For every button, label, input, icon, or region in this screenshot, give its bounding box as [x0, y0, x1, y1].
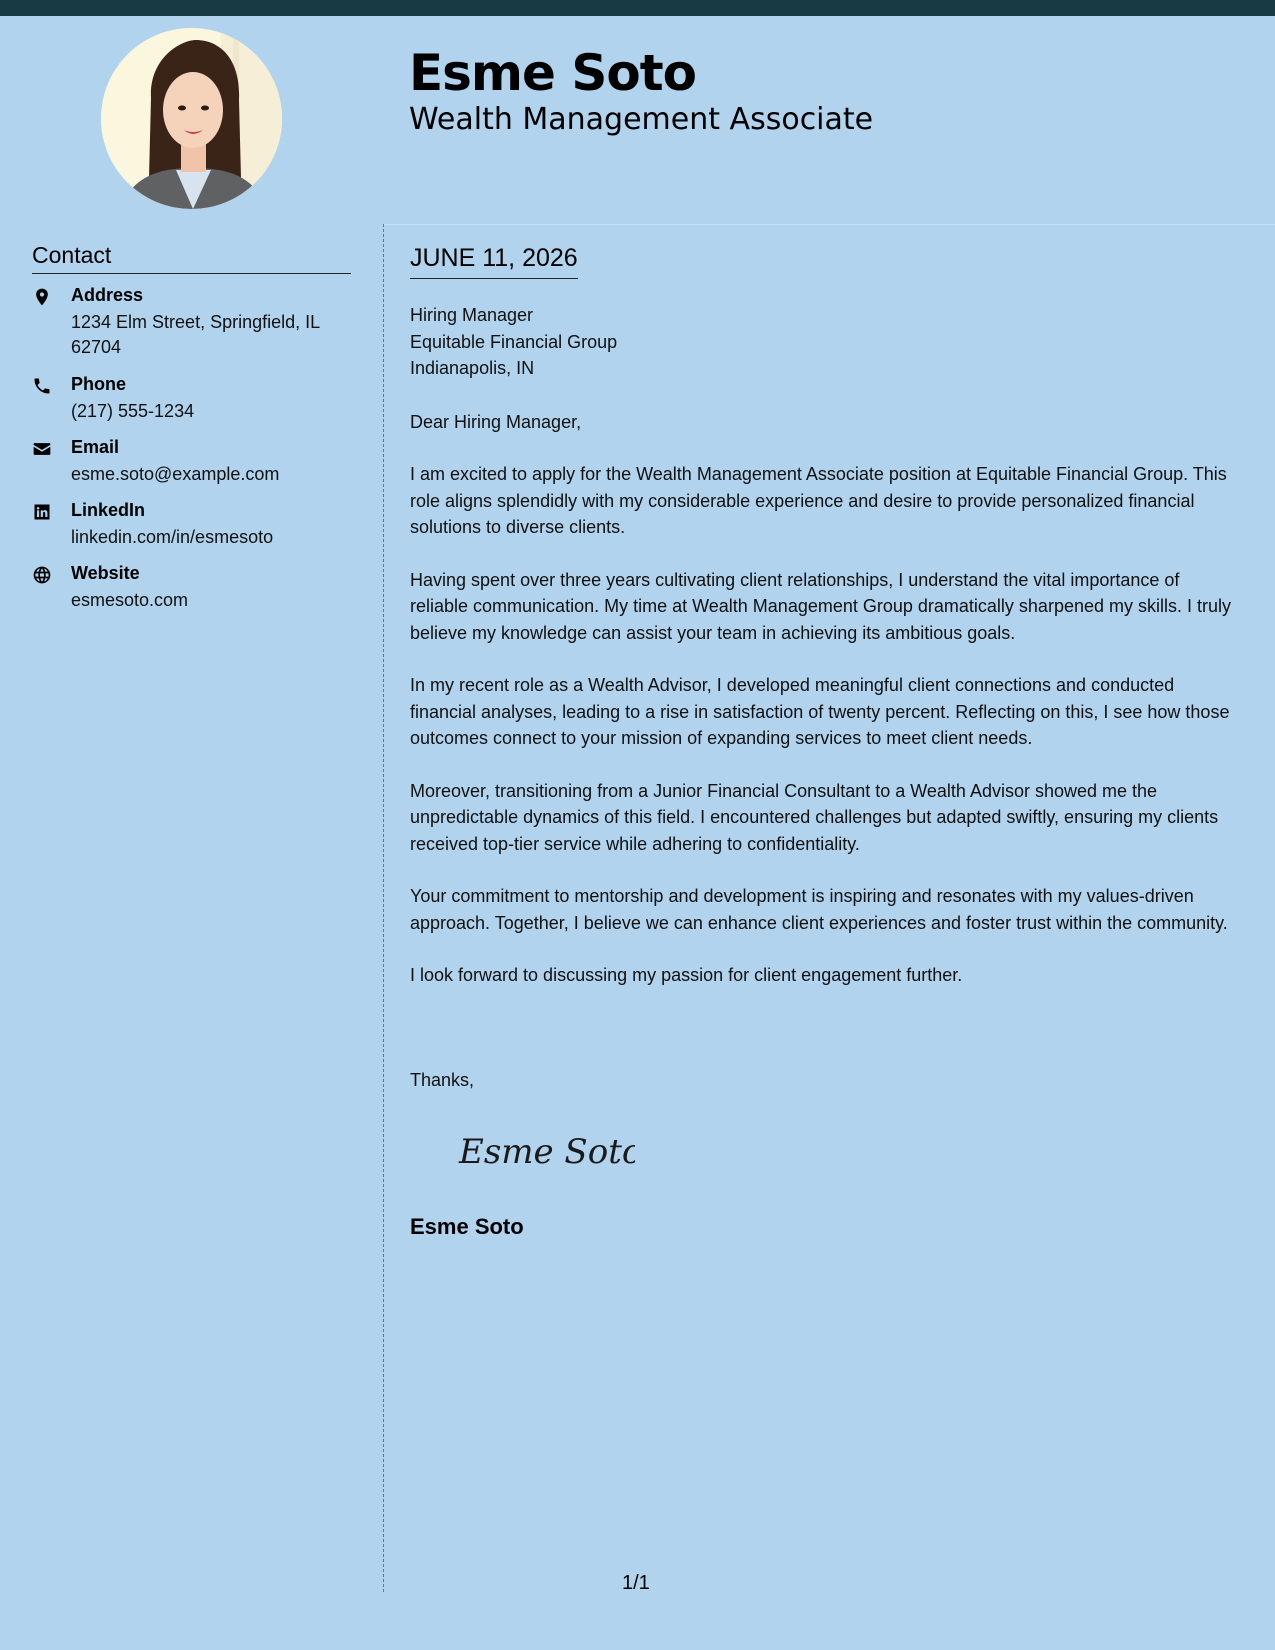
letter-body — [410, 302, 1240, 1015]
recipient-line: Hiring Manager — [410, 305, 534, 325]
phone-icon — [32, 376, 54, 398]
contact-label: Phone — [71, 374, 127, 394]
column-divider — [383, 224, 384, 1592]
letter-paragraph: In my recent role as a Wealth Advisor, I developed meaningful client connections and conducted financial analyses, leading to a rise in satisfaction of twenty percent. Reflecting on this, I see how those outcomes connect to your mission of expanding services to meet client needs. — [410, 675, 1230, 748]
contact-value[interactable]: linkedin.com/in/esmesoto — [71, 527, 274, 547]
page-number: 1/1 — [622, 1572, 650, 1594]
header-divider — [384, 224, 1275, 225]
letter-paragraph: I am excited to apply for the Wealth Management Associate position at Equitable Financial Group. This role aligns splendidly with my considerable experience and desire to provide personalized financial solutions to diverse clients. — [410, 464, 1227, 537]
letter-paragraph: Your commitment to mentorship and development is inspiring and resonates with my values-driven approach. Together, I believe we can enhance client experiences and foster trust within the community. — [410, 886, 1228, 933]
letter-paragraph: Moreover, transitioning from a Junior Financial Consultant to a Wealth Advisor showed me the unpredictable dynamics of this field. I encountered challenges but adapted swiftly, ensuring my clients received top-tier service while adhering to confidentiality. — [410, 780, 1219, 854]
recipient-line: Equitable Financial Group — [410, 331, 618, 352]
globe-icon — [32, 565, 54, 587]
profile-photo — [101, 28, 282, 209]
contact-value[interactable]: esme.soto@example.com — [71, 464, 280, 484]
candidate-name: Esme Soto — [409, 44, 696, 102]
envelope-icon — [32, 439, 54, 461]
recipient-line: Indianapolis, IN — [410, 358, 535, 378]
top-bar — [0, 0, 1275, 16]
greeting: Dear Hiring Manager, — [410, 411, 582, 432]
signature — [455, 1125, 635, 1175]
contact-label: Website — [71, 563, 140, 583]
letter-paragraph: I look forward to discussing my passion for client engagement further. — [410, 965, 963, 985]
letter-paragraph: Having spent over three years cultivating client relationships, I understand the vital importance of reliable communication. My time at Wealth Management Group dramatically sharpened my skills. I truly believe my knowledge can assist your team in achieving its ambitious goals. — [410, 569, 1231, 643]
contact-label: Email — [71, 437, 120, 457]
contact-value: 1234 Elm Street, Springfield, IL 62704 — [71, 312, 320, 357]
contact-heading: Contact — [32, 242, 351, 274]
signer-name: Esme Soto — [410, 1214, 524, 1239]
contact-label: Address — [71, 285, 144, 305]
linkedin-icon — [32, 502, 54, 524]
signature-text: Esme Soto — [459, 1132, 635, 1172]
avatar — [101, 28, 282, 209]
closing: Thanks, — [410, 1070, 475, 1090]
contact-label: LinkedIn — [71, 500, 146, 520]
letter-date: JUNE 11, 2026 — [410, 244, 578, 279]
recipient-block — [410, 302, 1240, 382]
contact-value: (217) 555-1234 — [71, 401, 195, 421]
contact-value[interactable]: esmesoto.com — [71, 590, 189, 610]
location-pin-icon — [32, 287, 54, 309]
candidate-title: Wealth Management Associate — [409, 102, 874, 137]
